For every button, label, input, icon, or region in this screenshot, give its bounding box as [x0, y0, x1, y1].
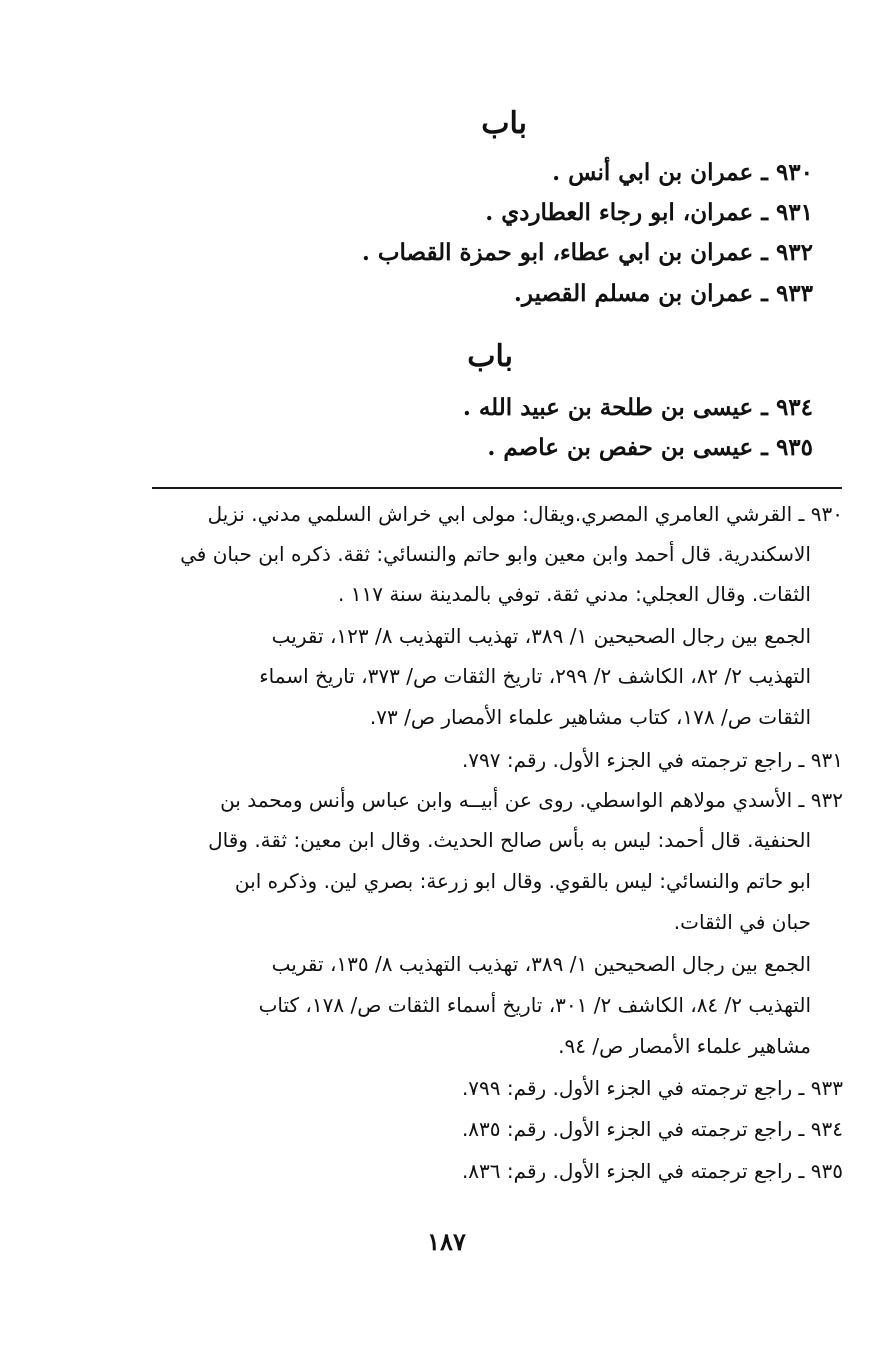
entry-930: ٩٣٠ ـ عمران بن ابي أنس . [552, 159, 813, 186]
footnote-line: الثقات ص/ ١٧٨، كتاب مشاهير علماء الأمصار ص/ ٧٣. [369, 705, 811, 729]
footnote-line: مشاهير علماء الأمصار ص/ ٩٤. [558, 1034, 811, 1058]
footnote-line: الجمع بين رجال الصحيحين ١/ ٣٨٩، تهذيب التهذيب ٨/ ١٣٥، تقريب [271, 952, 811, 976]
entry-934: ٩٣٤ ـ عيسى بن طلحة بن عبيد الله . [462, 394, 813, 421]
footnote-line: حبان في الثقات. [673, 910, 811, 934]
footnote-line: ابو حاتم والنسائي: ليس بالقوي. وقال ابو زرعة: بصري لين. وذكره ابن [234, 869, 811, 893]
entry-931: ٩٣١ ـ عمران، ابو رجاء العطاردي . [485, 199, 813, 226]
footnote-line: ٩٣٥ ـ راجع ترجمته في الجزء الأول. رقم: ٨٣٦. [461, 1159, 843, 1183]
footnote-line: التهذيب ٢/ ٨٢، الكاشف ٢/ ٢٩٩، تاريخ الثقات ص/ ٣٧٣، تاريخ اسماء [259, 664, 811, 688]
page-number: ١٨٧ [427, 1227, 466, 1256]
footnote-line: ٩٣٣ ـ راجع ترجمته في الجزء الأول. رقم: ٧٩٩. [461, 1076, 843, 1100]
footnote-line: ٩٣١ ـ راجع ترجمته في الجزء الأول. رقم: ٧٩٧. [461, 748, 843, 772]
footnote-line: ٩٣٢ ـ الأسدي مولاهم الواسطي. روى عن أبيــه وابن عباس وأنس ومحمد بن [220, 788, 843, 812]
section-heading: باب [467, 339, 513, 374]
entry-933: ٩٣٣ ـ عمران بن مسلم القصير. [513, 280, 813, 307]
entry-935: ٩٣٥ ـ عيسى بن حفص بن عاصم . [487, 434, 813, 461]
entry-932: ٩٣٢ ـ عمران بن ابي عطاء، ابو حمزة القصاب . [361, 239, 813, 266]
footnote-line: الاسكندرية. قال أحمد وابن معين وابو حاتم والنسائي: ثقة. ذكره ابن حبان في [180, 542, 811, 566]
footnote-line: ٩٣٤ ـ راجع ترجمته في الجزء الأول. رقم: ٨٣٥. [461, 1117, 843, 1141]
footnote-line: الحنفية. قال أحمد: ليس به بأس صالح الحديث. وقال ابن معين: ثقة. وقال [208, 828, 811, 852]
footnote-line: الثقات. وقال العجلي: مدني ثقة. توفي بالمدينة سنة ١١٧ . [338, 582, 811, 606]
footnote-divider [152, 487, 842, 489]
section-heading: باب [481, 106, 527, 141]
footnote-line: ٩٣٠ ـ القرشي العامري المصري.ويقال: مولى ابي خراش السلمي مدني. نزيل [207, 502, 843, 526]
footnote-line: التهذيب ٢/ ٨٤، الكاشف ٢/ ٣٠١، تاريخ أسماء الثقات ص/ ١٧٨، كتاب [258, 993, 811, 1017]
footnote-line: الجمع بين رجال الصحيحين ١/ ٣٨٩، تهذيب التهذيب ٨/ ١٢٣، تقريب [271, 624, 811, 648]
